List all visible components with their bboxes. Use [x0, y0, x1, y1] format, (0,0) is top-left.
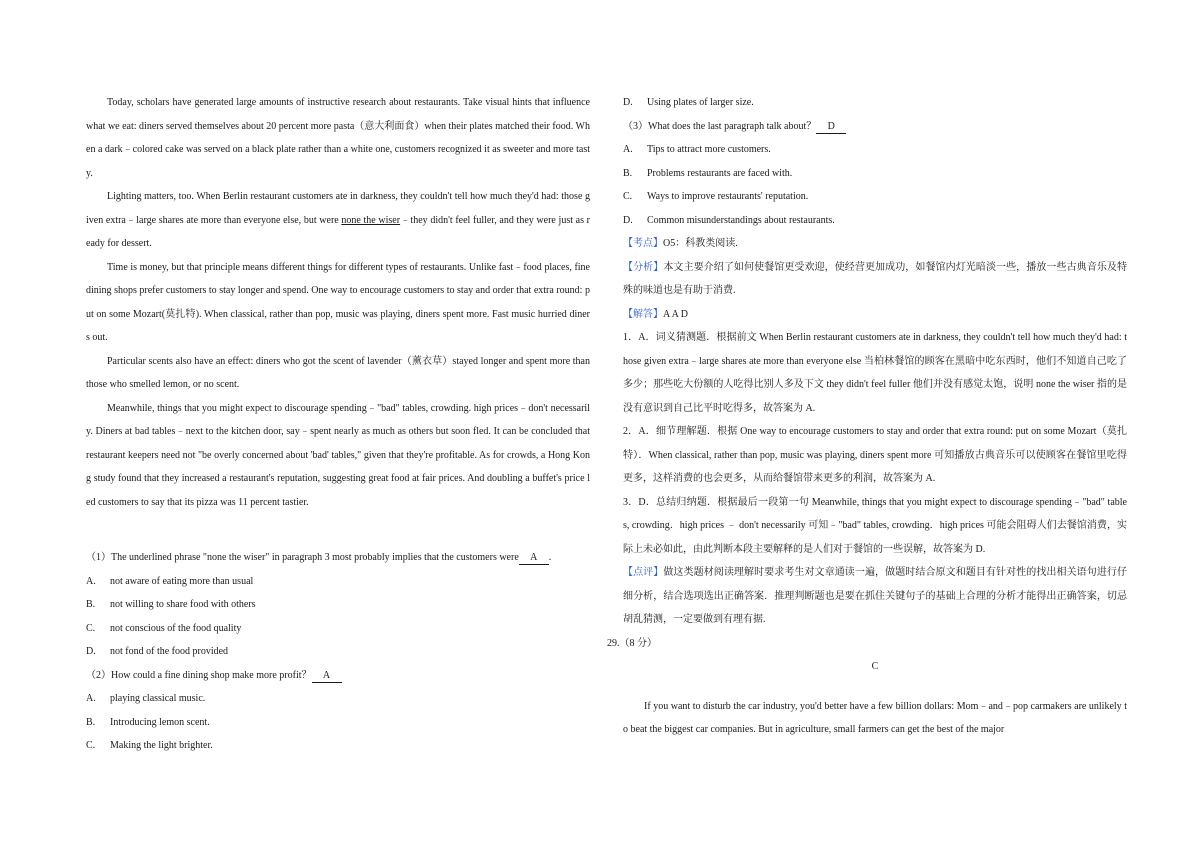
- passage-paragraph-5: Meanwhile, things that you might expect to discourage spending﹣"bad" tables, crowding. high prices﹣don't necessarily. Diners at bad tables﹣next to the kitchen door, say﹣spent nearly as much as others but soon fled. It can be concluded that restaurant keepers need not "be overly concerned about 'bad' tables," given that they're profitable. As for crowds, a Hong Kong study found that they increased a restaurant's reputation, suggesting great food at fair prices. And doubling a buffet's price led customers to say that its pizza was 11 percent tastier.: [86, 402, 590, 508]
- passage-paragraph-2-before: Lighting matters, too. When Berlin restaurant customers ate in darkness, they couldn't tell how much they'd had: those given extra﹣large shares ate more than everyone else, but were: [86, 191, 590, 226]
- explanation-3: 3．D．总结归纳题．根据最后一段第一句 Meanwhile, things that you might expect to discourage spending﹣"bad" tables, crowding．high prices ﹣ don't necessarily 可知﹣"bad" tables, crowding．high prices 可能会阻碍人们去餐馆消费，实际上未必如此，由此判断本段主要解释的是人们对于餐馆的一些误解，故答案为 D.: [623, 496, 1127, 555]
- jieda-line: [623, 303, 1127, 327]
- kaodian-text: O5：科教类阅读.: [663, 238, 738, 249]
- question-1-option-a: [86, 570, 590, 594]
- question-29-number: 29.（8 分）: [607, 637, 657, 649]
- passage-paragraph-4: Particular scents also have an effect: diners who got the scent of lavender（薰衣草）stayed longer and spent more than those who smelled lemon, or no scent.: [86, 355, 590, 390]
- explanation-1: 1．A．词义猜测题．根据前文 When Berlin restaurant customers ate in darkness, they couldn't tell how much they'd had: those given extra﹣large shares ate more than everyone else 当柏林餐馆的顾客在黑暗中吃东西时，他们不知道自己吃了多少；那些吃大份额的人吃得比别人多及下文 they didn't feel fuller 他们并没有感觉太饱，说明 none the wiser 指的是没有意识到自己比平时吃得多，故答案为 A.: [623, 332, 1127, 414]
- passage-paragraph-1: Today, scholars have generated large amounts of instructive research about restaurants. Take visual hints that influence what we eat: diners served themselves about 20 percent more pasta（意大利面食）when their plates matched their food. When a dark﹣colored cake was served on a black plate rather than a white one, customers recognized it as sweeter and more tasty.: [86, 97, 590, 179]
- dianping-line: [623, 561, 1127, 632]
- option-text: Making the light brighter.: [110, 740, 213, 751]
- question-1-option-b: [86, 593, 590, 617]
- right-column: [607, 91, 1128, 742]
- option-letter: D.: [86, 646, 96, 657]
- option-letter: D.: [623, 214, 633, 226]
- option-text: Common misunderstandings about restaurants.: [647, 214, 835, 226]
- question-1-stem-text: （1）The underlined phrase "none the wiser" in paragraph 3 most probably implies that the customers were: [86, 552, 519, 563]
- section-c-paragraph-1: If you want to disturb the car industry, you'd better have a few billion dollars: Mom﹣and﹣pop carmakers are unlikely to beat the biggest car companies. But in agriculture, small farmers can get the best of the major: [623, 700, 1127, 735]
- kaodian-line: [623, 232, 1127, 256]
- option-text: Using plates of larger size.: [647, 97, 754, 108]
- question-2-option-a: [86, 687, 590, 711]
- fenxi-text: 本文主要介绍了如何使餐馆更受欢迎，使经营更加成功，如餐馆内灯光暗淡一些，播放一些古典音乐及特殊的味道也是有助于消费.: [623, 261, 1128, 296]
- question-3-option-a: [623, 138, 1127, 162]
- option-text: Problems restaurants are faced with.: [647, 167, 793, 179]
- jieda-text: A A D: [663, 308, 689, 320]
- passage-paragraph-3: Time is money, but that principle means different things for different types of restaurants. Unlike fast﹣food places, fine dining shops prefer customers to stay longer and spend. One way to encourage customers to stay and order that extra round: put on some Mozart(莫扎特). When classical, rather than pop, music was playing, diners spent more. Fast music hurried diners out.: [86, 261, 590, 343]
- question-1-stem: [86, 546, 590, 570]
- question-3-option-d: [623, 209, 1127, 233]
- option-letter: B.: [623, 167, 633, 179]
- question-3-option-c: [623, 185, 1127, 209]
- jieda-tag: 【解答】: [623, 308, 663, 320]
- question-3-option-b: [623, 162, 1127, 186]
- section-letter: C: [871, 661, 879, 672]
- option-letter: A.: [86, 693, 96, 704]
- option-text: not conscious of the food quality: [110, 622, 242, 634]
- left-column: [86, 91, 590, 758]
- spacer: [623, 679, 1127, 695]
- option-letter: A.: [623, 144, 633, 155]
- option-letter: D.: [623, 97, 633, 108]
- question-2-option-d: [623, 91, 1127, 115]
- passage-paragraph-2: [86, 185, 590, 256]
- passage-paragraph-2-after: ﹣they didn't feel fuller, and they were just as ready for dessert.: [86, 214, 590, 249]
- option-text: playing classical music.: [110, 693, 206, 704]
- option-letter: C.: [86, 740, 96, 751]
- explanation-2: 2．A．细节理解题．根据 One way to encourage customers to stay and order that extra round: put on some Mozart（莫扎特）．When classical, rather than pop, music was playing, diners spent more 可知播放古典音乐可以使顾客在餐馆里吃得更多，这样消费的也会更多，从而给餐馆带来更多的利润，故答案为 A.: [623, 426, 1127, 484]
- question-2-option-c: [86, 734, 590, 758]
- question-2-stem: [86, 664, 590, 688]
- fenxi-line: [623, 256, 1127, 303]
- question-1-option-c: [86, 617, 590, 641]
- question-2-option-b: [86, 711, 590, 735]
- question-3-stem: [623, 115, 1127, 139]
- question-2-answer: A: [312, 670, 342, 683]
- question-1-answer: A: [519, 552, 549, 565]
- dianping-tag: 【点评】: [623, 567, 664, 578]
- option-text: Introducing lemon scent.: [110, 716, 210, 728]
- question-2-stem-text: （2）How could a fine dining shop make more profit？: [86, 669, 312, 681]
- spacer: [86, 514, 590, 546]
- dianping-text: 做这类题材阅读理解时要求考生对文章通读一遍，做题时结合原文和题目有针对性的找出相关语句进行仔细分析，结合选项选出正确答案．推理判断题也是要在抓住关键句子的基础上合理的分析才能得出正确答案，切忌胡乱猜测，一定要做到有理有据.: [623, 567, 1128, 625]
- question-1-option-d: [86, 640, 590, 664]
- option-letter: A.: [86, 575, 96, 587]
- fenxi-tag: 【分析】: [623, 261, 664, 273]
- option-text: Tips to attract more customers.: [647, 144, 771, 155]
- option-letter: C.: [86, 622, 96, 634]
- option-text: not fond of the food provided: [110, 646, 229, 657]
- question-1-stem-end: .: [548, 552, 552, 563]
- option-text: not aware of eating more than usual: [110, 575, 254, 587]
- kaodian-tag: 【考点】: [623, 238, 663, 249]
- option-text: Ways to improve restaurants' reputation.: [647, 191, 809, 202]
- option-letter: B.: [86, 716, 96, 728]
- question-3-answer: D: [816, 121, 846, 134]
- option-letter: C.: [623, 191, 633, 202]
- underlined-phrase: none the wiser: [341, 214, 401, 226]
- question-3-stem-text: （3）What does the last paragraph talk about？: [623, 120, 817, 132]
- option-text: not willing to share food with others: [110, 599, 256, 610]
- option-letter: B.: [86, 599, 96, 610]
